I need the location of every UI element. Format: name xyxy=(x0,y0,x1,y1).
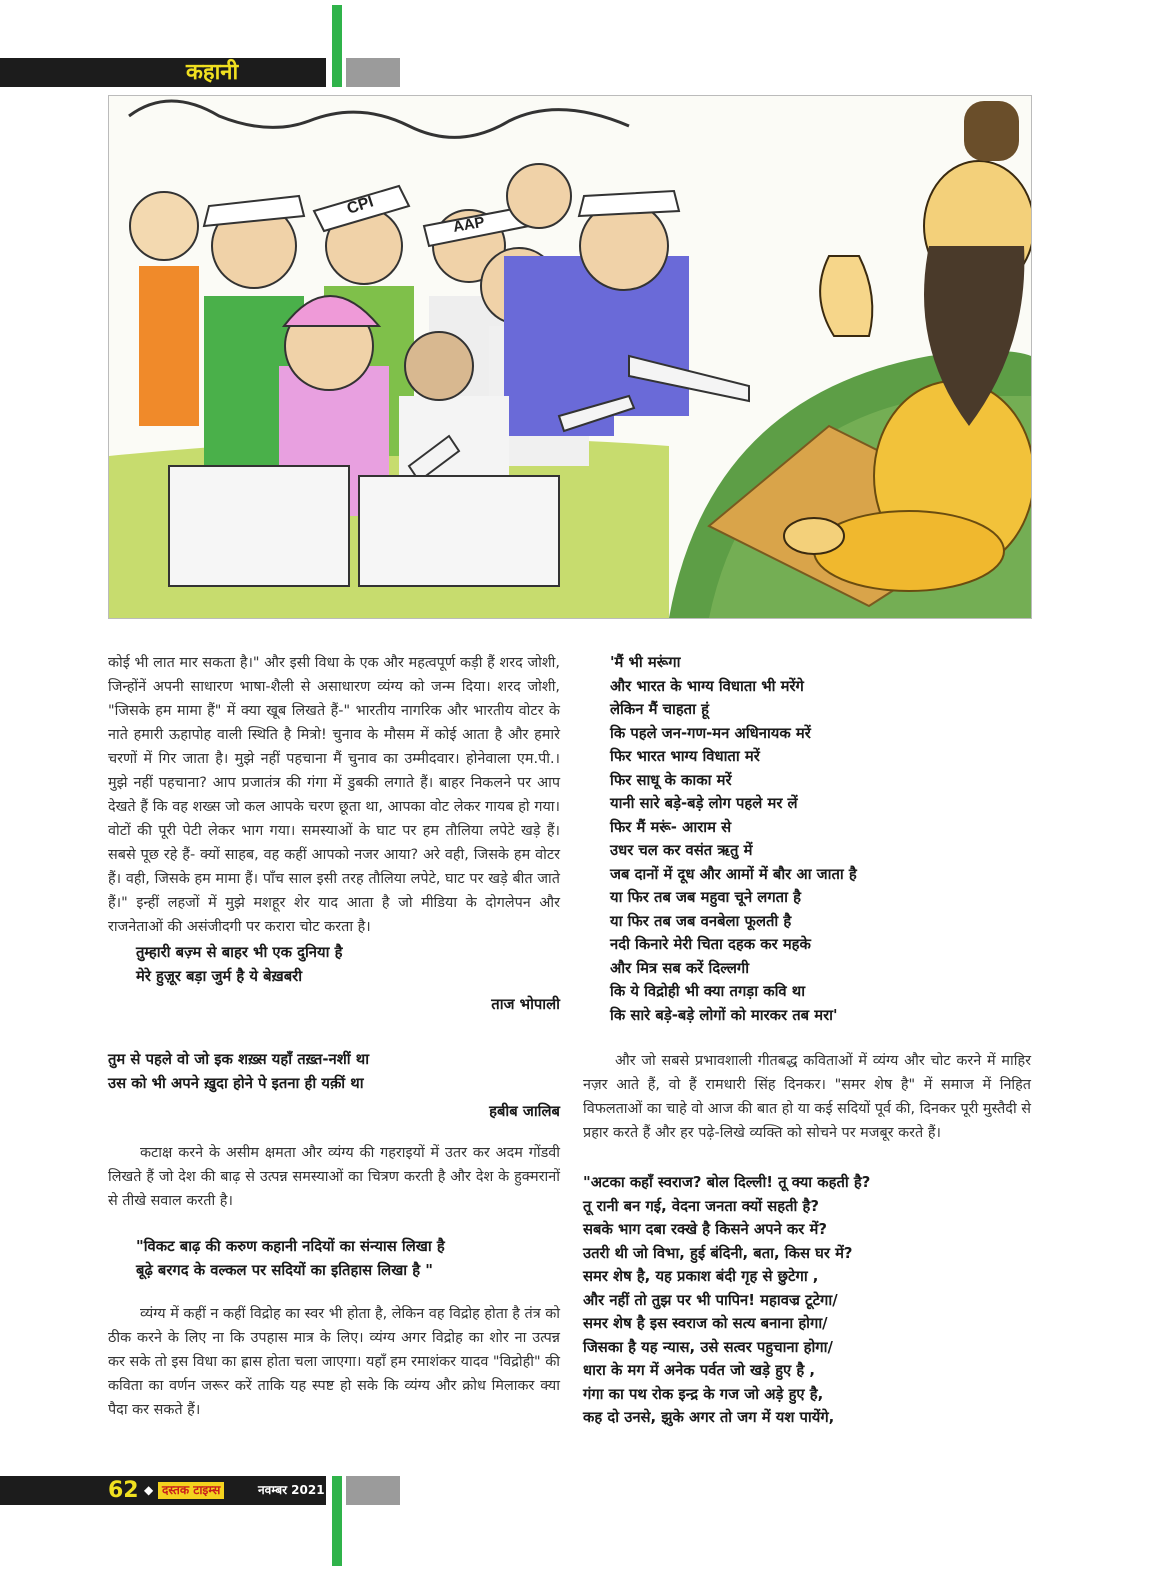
right-paragraph-1: और जो सबसे प्रभावशाली गीतबद्ध कविताओं में व्यंग्य और चोट करने में माहिर नज़र आते हैं, वो हैं रामधारी सिंह दिनकर। "समर शेष है" में समाज में निहित विफलताओं का चाहे वो आज की बात हो या कई सदियों पूर्व की, दिनकर पूरी मुस्तैदी से प्रहार करते हैं और हर पढ़े-लिखे व्यक्ति को सोचने पर मजबूर करते हैं। xyxy=(583,1053,1031,1141)
attribution-habib-jalib: हबीब जालिब xyxy=(489,1103,560,1120)
cap-label-aap: AAP xyxy=(451,213,486,236)
couplet-adam xyxy=(108,1235,560,1282)
left-column xyxy=(108,651,560,1422)
header-bar xyxy=(0,58,326,87)
couplet-line: उस को भी अपने ख़ुदा होने पे इतना ही यक़ीं था xyxy=(108,1074,364,1092)
poem-line: समर शेष है इस स्वराज को सत्य बनाना होगा/ xyxy=(583,1315,828,1332)
left-paragraph-1: कोई भी लात मार सकता है।" और इसी विधा के एक और महत्वपूर्ण कड़ी हैं शरद जोशी, जिन्होंनें अपनी साधारण भाषा-शैली से असाधारण व्यंग्य को जन्म दिया। शरद जोशी, "जिसके हम मामा हैं" में क्या खूब लिखते हैं-" भारतीय नागरिक और भारतीय वोटर के नाते हमारी ऊहापोह वाली स्थिति है मित्रो! चुनाव के मौसम में कोई आता है और हमारे चरणों में गिर जाता है। मुझे नहीं पहचाना मैं चुनाव का उम्मीदवार। होनेवाला एम.पी.। मुझे नहीं पहचाना? आप प्रजातंत्र की गंगा में डुबकी लगाते हैं। बाहर निकलने पर आप देखते हैं कि वह शख्स जो कल आपके चरण छूता था, आपका वोट लेकर गायब हो गया। वोटों की पूरी पेटी लेकर भाग गया। समस्याओं के घाट पर हम तौलिया लपेटे खड़े हैं। सबसे पूछ रहे हैं- क्यों साहब, वह कहीं आपको नजर आया? अरे वही, जिसके हम वोटर हैं। वही, जिसके हम मामा हैं। पाँच साल इसी तरह तौलिया लपेटे, घाट पर खड़े बीत जाते हैं।" इन्हीं लहजों में मुझे मशहूर शेर याद आता है जो मीडिया के दोगलेपन और राजनेताओं की असंजीदगी पर करारा चोट करता है। xyxy=(108,655,560,935)
poem-line: फिर भारत भाग्य विधाता मरें xyxy=(610,748,760,765)
poem-vidrohi xyxy=(583,651,1031,1027)
left-paragraph-3: व्यंग्य में कहीं न कहीं विद्रोह का स्वर भी होता है, लेकिन वह विद्रोह होता है तंत्र को ठीक करने के लिए ना कि उपहास मात्र के लिए। व्यंग्य अगर विद्रोह का शोर ना उत्पन्न कर सके तो इस विधा का ह्रास होता चला जाएगा। यहाँ हम रमाशंकर यादव "विद्रोही" की कविता का वर्णन जरूर करें ताकि यह स्पष्ट हो सके कि व्यंग्य और क्रोध मिलाकर क्या पैदा कर सकते हैं। xyxy=(108,1306,560,1418)
left-paragraph-2: कटाक्ष करने के असीम क्षमता और व्यंग्य की गहराइयों में उतर कर अदम गोंडवी लिखते हैं जो देश की बाढ़ से उत्पन्न समस्याओं का चित्रण करती है और देश के हुक्मरानों से तीखे सवाल करती है। xyxy=(108,1145,560,1209)
couplet-line: तुम्हारी बज़्म से बाहर भी एक दुनिया है xyxy=(136,944,343,961)
poem-line: उतरी थी जो विभा, हुई बंदिनी, बता, किस घर में? xyxy=(583,1244,853,1262)
cartoon-illustration xyxy=(108,95,1032,619)
poem-line: सबके भाग दबा रक्खे है किसने अपने कर में? xyxy=(583,1221,827,1238)
header-gray-block xyxy=(346,58,400,87)
poem-line: "अटका कहाँ स्वराज? बोल दिल्ली! तू क्या कहती है? xyxy=(583,1174,871,1191)
issue-date: नवम्बर 2021 xyxy=(258,1483,325,1497)
poem-line: तू रानी बन गई, वेदना जनता क्यों सहती है? xyxy=(583,1197,819,1215)
header-green-stripe xyxy=(332,5,342,87)
footer-gray-block xyxy=(346,1476,400,1505)
poem-line: जिसका है यह न्यास, उसे सत्वर पहुचाना होगा/ xyxy=(583,1338,833,1356)
poem-line: और भारत के भाग्य विधाता भी मरेंगे xyxy=(610,677,804,695)
magazine-logo: दस्तक टाइम्स xyxy=(158,1482,224,1499)
poem-line: कि सारे बड़े-बड़े लोगों को मारकर तब मरा' xyxy=(610,1006,838,1024)
poem-line: या फिर तब जब महुवा चूने लगता है xyxy=(610,889,801,906)
couplet-taj xyxy=(108,941,560,988)
poem-line: जब दानों में दूध और आमों में बौर आ जाता है xyxy=(610,865,857,883)
poem-line: और नहीं तो तुझ पर भी पापिन! महावज्र टूटेगा/ xyxy=(583,1291,838,1309)
couplet-line: मेरे हुज़ूर बड़ा जुर्म है ये बेख़बरी xyxy=(136,967,303,985)
poem-line: गंगा का पथ रोक इन्द्र के गज जो अड़े हुए है, xyxy=(583,1385,824,1403)
poem-line: कि ये विद्रोही भी क्या तगड़ा कवि था xyxy=(610,983,806,1000)
cap-label-cpi: CPI xyxy=(344,193,376,218)
poem-line: लेकिन मैं चाहता हूं xyxy=(610,701,709,718)
poem-line: यानी सारे बड़े-बड़े लोग पहले मर लें xyxy=(610,795,798,812)
poem-dinkar xyxy=(583,1171,1031,1430)
poem-line: धारा के मग में अनेक पर्वत जो खड़े हुए है , xyxy=(583,1362,816,1379)
poem-line: कि पहले जन-गण-मन अधिनायक मरें xyxy=(610,724,811,742)
attribution-taj-bhopali: ताज भोपाली xyxy=(491,996,560,1013)
couplet-habib xyxy=(108,1048,560,1095)
diamond-separator-icon: ◆ xyxy=(144,1483,154,1497)
poem-line: या फिर तब जब वनबेला फूलती है xyxy=(610,912,792,930)
couplet-line: "विकट बाढ़ की करुण कहानी नदियों का संन्यास लिखा है xyxy=(136,1238,445,1255)
couplet-line: बूढ़े बरगद के वल्कल पर सदियों का इतिहास लिखा है " xyxy=(136,1261,433,1279)
section-label: कहानी xyxy=(186,60,239,85)
poem-line: 'मैं भी मरूंगा xyxy=(610,654,681,671)
poem-line: उधर चल कर वसंत ऋतु में xyxy=(610,842,753,859)
cartoon-drawing xyxy=(109,96,1031,618)
poem-line: फिर साधू के काका मरें xyxy=(610,771,732,789)
right-column xyxy=(583,651,1031,1430)
couplet-line: तुम से पहले वो जो इक शख़्स यहाँ तख़्त-नशीं था xyxy=(108,1051,370,1068)
poem-line: समर शेष है, यह प्रकाश बंदी गृह से छुटेगा , xyxy=(583,1268,819,1285)
footer-green-stripe xyxy=(332,1476,342,1566)
poem-line: फिर मैं मरूं- आराम से xyxy=(610,818,732,836)
page-number: 62 xyxy=(108,1478,139,1503)
poem-line: नदी किनारे मेरी चिता दहक कर महके xyxy=(610,936,811,953)
poem-line: कह दो उनसे, झुके अगर तो जग में यश पायेंगे, xyxy=(583,1409,835,1426)
poem-line: और मित्र सब करें दिल्लगी xyxy=(610,959,750,977)
